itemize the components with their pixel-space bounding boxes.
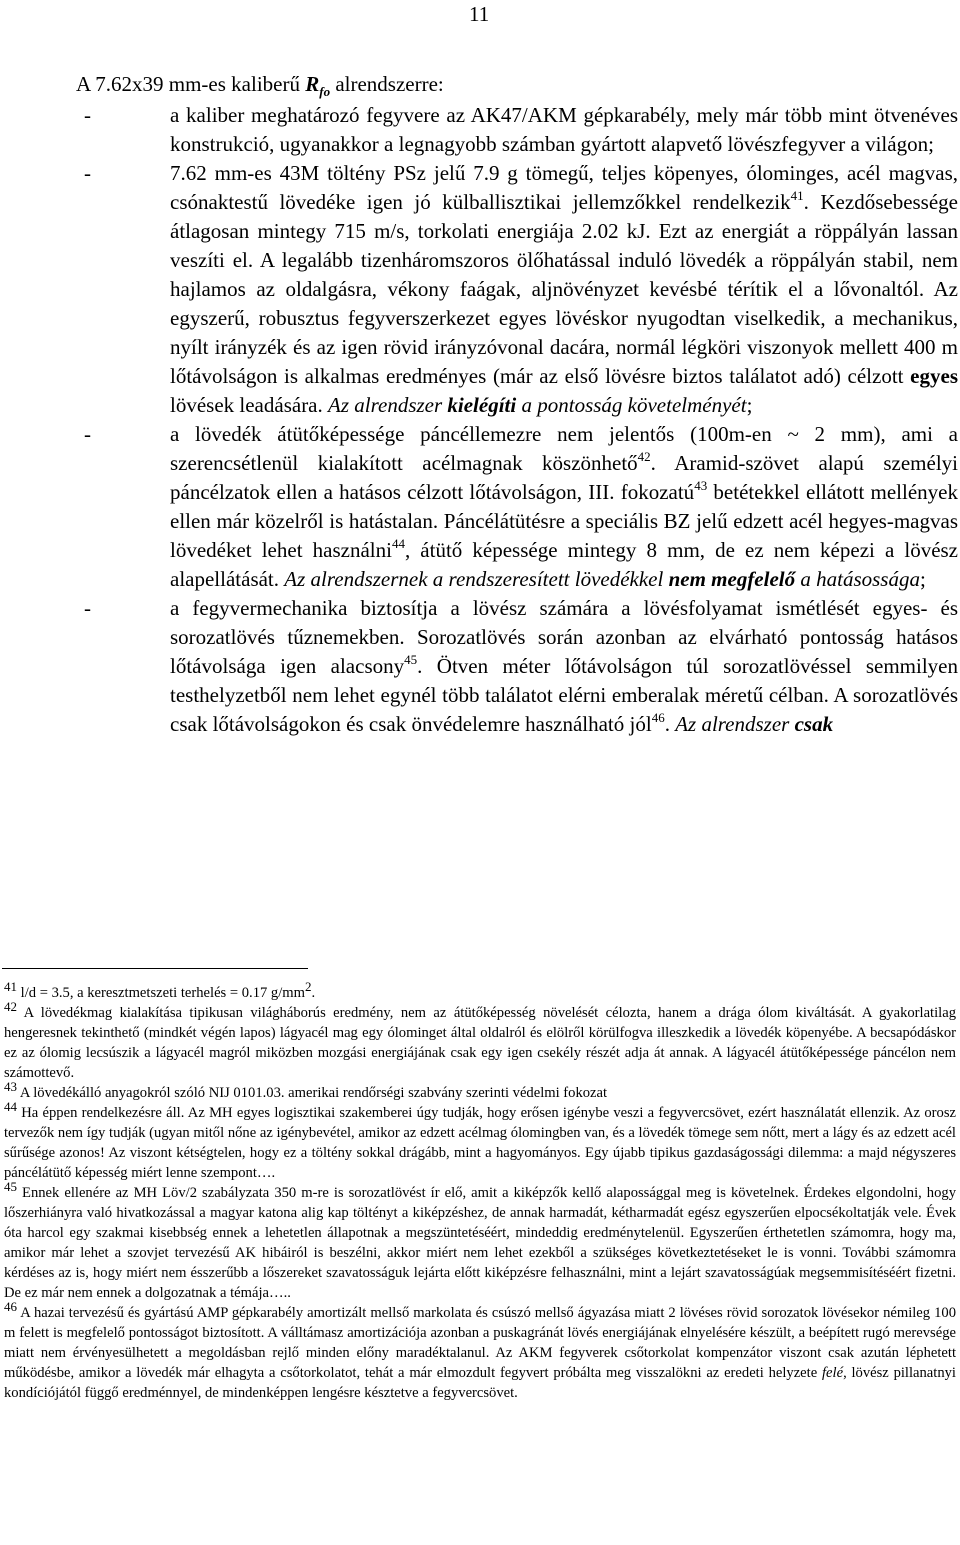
section-title: A 7.62x39 mm-es kaliberű $R_{fo}$ alrendszerre: (76, 72, 444, 99)
footnote: 44 Ha éppen rendelkezésre áll. Az MH egyes logisztikai szakemberei úgy tudják, hogy erősen igénybe veszi a fegyvercsövet, ezért használatát ellenzik. Az orosz tervezők nem így tudják (ugyan mitől nőne az igénybevétel, amikor az edzett acélmag ólomingben van, és a lövedék tömege sem nőtt, mert a lágy és az edzett acél sűrűsége azonos! Az viszont kétségtelen, hogy ez a töltény sokkal drágább, mint a hagyományos. Egy újabb tipikus gazdaságossági dilemma: a majd négyszeres páncélátütő képesség miért lenne szempont…. (4, 1099, 956, 1181)
page-number: 11 (469, 2, 490, 26)
footnote-ref[interactable]: 46 (651, 710, 665, 725)
footnote-number: 45 (4, 1179, 17, 1194)
footnote-ref[interactable]: 45 (404, 652, 418, 667)
bullet-dash: - (84, 596, 91, 620)
footnote: 42 A lövedékmag kialakítása tipikusan világháborús eredmény, nem az átütőképesség növelését célozta, hanem a drága ólom kiváltását. A gyakorlatilag hengeresnek tekinthető (mindkét végén lapos) lágyacél mag egy ólominget által oldalról és elölről körülfogva illeszkedik a lövedék köpenyébe. A becsapódáskor ez az ólomig lecsúszik a lágyacél magról miközben mozgási energiájának csak egy igen csekély részét adja át annak. A lágyacél átütőképessége páncélon nem számottevő. (4, 999, 956, 1081)
list-item (84, 594, 958, 739)
footnote-number: 42 (4, 999, 17, 1014)
footnote-number: 43 (4, 1079, 17, 1094)
footnote: 41 l/d = 3.5, a keresztmetszeti terhelés = 0.17 $g/mm^2$. (4, 979, 316, 1001)
bullet-list (84, 101, 958, 739)
footnote-ref[interactable]: 43 (694, 478, 708, 493)
item-text: a lövedék átütőképessége páncéllemezre nem jelentős (100m-en ~ 2 mm), ami a szerencsétlenül kialakított acélmagnak köszönhető$^{42}$. Aramid-szövet alapú személyi páncélzatok ellen a hatásos célzott lőtávolságon, III. fokozatú$^{43}$ betétekkel ellátott mellények ellen már közelről is hatástalan. Páncélátütésre a speciális BZ jelű edzett acél hegyes-magvas lövedéket lehet használni$^{44}$, átütő képessége mintegy 8 mm, de ez nem képezi a lövész alapellátását. Az alrendszernek a rendszeresített lövedékkel nem megfelelő a hatásossága; (170, 422, 959, 591)
item-text: a fegyvermechanika biztosítja a lövész számára a lövésfolyamat ismétlését egyes- és sorozatlövés tűznemekben. Sorozatlövés során azonban az elvárható pontosság hatásos lőtávolsága igen alacsony$^{45}$. Ötven méter lőtávolságon túl sorozatlövéssel semmilyen testhelyzetből nem lehet egynél több találatot elérni emberalak méretű célban. A sorozatlövés csak lőtávolságokon és csak önvédelemre használható jól$^{46}$. Az alrendszer csak (170, 596, 959, 736)
footnote-ref[interactable]: 41 (790, 188, 804, 203)
footnote-ref[interactable]: 42 (637, 449, 651, 464)
footnote-number: 41 (4, 979, 17, 994)
bullet-dash: - (84, 103, 91, 127)
footnote: 43 A lövedékálló anyagokról szóló NIJ 0101.03. amerikai rendőrségi szabvány szerinti védelmi fokozat (4, 1079, 608, 1101)
footnotes (4, 979, 956, 1403)
list-item (84, 101, 958, 159)
footnote-number: 44 (4, 1099, 17, 1114)
footnote: 45 Ennek ellenére az MH Löv/2 szabályzata 350 m-re is sorozatlövést ír elő, amit a kiképzők kellő alapossággal meg is követelnek. Érdekes elgondolni, hogy lőszerhiányra való hivatkozással a magyar katona alig kap töltényt a kiképzéshez, de annak harmadát, kétharmadát egész egyszerűen elpocsékoltatják vele. Évek óta harcol egy szakmai kisebbség ennek a lehetetlen állapotnak a megszüntetéséért, mindeddig eredménytelenül. Egyszerűen érthetetlen számomra, hogy ma, amikor már lehet a szovjet tervezésű AK hibáiról is beszélni, akkor miért nem lehet ezekből a szükséges következtetéseket le is vonni. További számomra kérdéses az is, hogy miért nem ésszerűbb a lőszereket szavatosságuk lejárta előtt kiképzésre felhasználni, mint a lejárt szavatosságúak megsemmisítéséért fizetni. De ez már nem ennek a dolgozatnak a témája….. (4, 1179, 956, 1301)
footnote-number: 46 (4, 1299, 17, 1314)
list-item (84, 420, 958, 594)
footnote: 46 A hazai tervezésű és gyártású AMP gépkarabély amortizált mellső markolata és csúszó mellső ágyazása miatt 2 lövéses rövid sorozatok lövésekor némileg 100 m felett is megfelelő pontosságot biztosított. A válltámasz amortizációja azonban a puskagránát lövés energiájának elnyelésére készült, a beépített rugó merevsége miatt nem érvényesülhetett a megoldásban rejlő minden előny maradéktalanul. Az AKM fegyverek csőtorkolat kompenzátor viszont csak azután léphetett működésbe, amikor a lövedék már elhagyta a csőtorkolatot, tehát a már elmozdult fegyvert próbálta meg visszalökni az eredeti helyzete felé, lövész pillanatnyi kondíciójától függő eredménnyel, de mindenképpen lengésre késztetve a fegyvercsövet. (4, 1299, 956, 1401)
bullet-dash: - (84, 422, 91, 446)
item-text: 7.62 mm-es 43M töltény PSz jelű 7.9 g tömegű, teljes köpenyes, ólominges, acél magvas, csónaktestű lövedéke igen jó külballisztikai jellemzőkkel rendelkezik$^{41}$. Kezdősebessége átlagosan mintegy 715 m/s, torkolati energiája 2.02 kJ. Ezt az energiát a röppályán lassan veszíti el. A legalább tizenháromszoros ölőhatással induló lövedék a röppályán stabil, nem hajlamos az oldalgásra, vékony faágak, aljnövényzet kevésbé térítik el a lővonaltól. Az egyszerű, robusztus fegyverszerkezet egyes lövéskor nyugodtan viselkedik, a mechanikus, nyílt irányzék és az igen rövid irányzóvonal dacára, normál légköri viszonyok mellett 400 m lőtávolságon is alkalmas eredményes (már az első lövésre biztos találatot adó) célzott egyes lövések leadására. Az alrendszer kielégíti a pontosság követelményét; (170, 161, 958, 417)
item-text: a kaliber meghatározó fegyvere az AK47/AKM gépkarabély, mely már több mint ötvenéves konstrukció, ugyanakkor a legnagyobb számban gyártott alapvető lövészfegyver a világon; (170, 103, 958, 156)
bullet-dash: - (84, 161, 91, 185)
list-item (84, 159, 958, 420)
footnote-ref[interactable]: 44 (391, 536, 405, 551)
footnote-divider (2, 968, 308, 969)
